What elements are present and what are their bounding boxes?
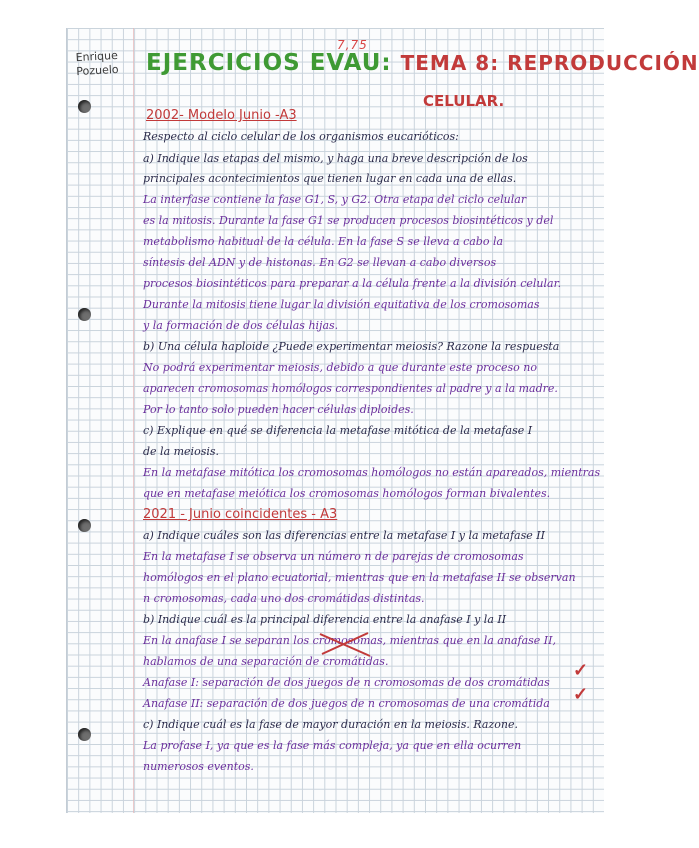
- question-text: principales acontecimientos que tienen lugar en cada una de ellas.: [143, 172, 517, 185]
- answer-text: Durante la mitosis tiene lugar la división equitativa de los cromosomas: [143, 298, 540, 311]
- answer-text: metabolismo habitual de la célula. En la fase S se lleva a cabo la: [143, 235, 504, 248]
- answer-text: aparecen cromosomas homólogos correspondientes al padre y a la madre.: [143, 382, 558, 395]
- answer-text: Anafase II: separación de dos juegos de n cromosomas de una cromátida: [143, 697, 550, 710]
- answer-text: hablamos de una separación de cromátidas.: [143, 655, 389, 668]
- strikethrough-mark: [318, 630, 373, 658]
- answer-text: Por lo tanto solo pueden hacer células diploides.: [143, 403, 414, 416]
- answer-text: numerosos eventos.: [143, 760, 254, 773]
- grade-mark: 7,75: [337, 38, 368, 52]
- answer-text: es la mitosis. Durante la fase G1 se producen procesos biosintéticos y del: [143, 214, 554, 227]
- answer-text: No podrá experimentar meiosis, debido a que durante este proceso no: [143, 361, 538, 374]
- punch-hole: [78, 100, 91, 113]
- answer-text: n cromosomas, cada uno dos cromátidas distintas.: [143, 592, 425, 605]
- question-text: c) Explique en qué se diferencia la metafase mitótica de la metafase I: [143, 424, 533, 437]
- answer-text: y la formación de dos células hijas.: [143, 319, 339, 332]
- title-topic-line2: CELULAR.: [423, 92, 505, 110]
- question-text: b) Indique cuál es la principal diferencia entre la anafase I y la II: [143, 613, 507, 626]
- author-last-name: Pozuelo: [76, 62, 119, 79]
- answer-text: procesos biosintéticos para preparar a la célula frente a la división celular.: [143, 277, 562, 290]
- title-main: EJERCICIOS EVAU:: [146, 50, 392, 76]
- answer-text: Anafase I: separación de dos juegos de n cromosomas de dos cromátidas: [143, 676, 550, 689]
- question-text: Respecto al ciclo celular de los organismos eucarióticos:: [143, 130, 459, 143]
- answer-text: que en metafase meiótica los cromosomas homólogos forman bivalentes.: [143, 487, 551, 500]
- punch-hole: [78, 728, 91, 741]
- answer-text: La profase I, ya que es la fase más compleja, ya que en ella ocurren: [143, 739, 522, 752]
- margin-line: [133, 28, 134, 813]
- check-mark-icon: ✓: [573, 660, 589, 681]
- answer-text: En la metafase I se observa un número n de parejas de cromosomas: [143, 550, 524, 563]
- answer-text: La interfase contiene la fase G1, S, y G2. Otra etapa del ciclo celular: [143, 193, 527, 206]
- answer-text: síntesis del ADN y de histonas. En G2 se llevan a cabo diversos: [143, 256, 497, 269]
- author-name: [75, 49, 119, 79]
- question-text: b) Una célula haploide ¿Puede experimentar meiosis? Razone la respuesta: [143, 340, 560, 353]
- punch-hole: [78, 519, 91, 532]
- question-text: de la meiosis.: [143, 445, 220, 458]
- question-text: a) Indique las etapas del mismo, y haga una breve descripción de los: [143, 152, 528, 165]
- answer-text: En la metafase mitótica los cromosomas homólogos no están apareados, mientras: [143, 466, 601, 479]
- question-text: c) Indique cuál es la fase de mayor duración en la meiosis. Razone.: [143, 718, 518, 731]
- section-heading: 2002- Modelo Junio -A3: [146, 108, 297, 123]
- notebook-page: [66, 28, 604, 813]
- page-title: [146, 38, 699, 76]
- question-text: a) Indique cuáles son las diferencias entre la metafase I y la metafase II: [143, 529, 545, 542]
- author-first-name: Enrique: [75, 48, 119, 65]
- title-topic: TEMA 8: REPRODUCCIÓN: [400, 51, 699, 75]
- answer-text: En la anafase I se separan los cromosomas, mientras que en la anafase II,: [143, 634, 556, 647]
- check-mark-icon: ✓: [573, 684, 589, 705]
- punch-hole: [78, 308, 91, 321]
- answer-text: homólogos en el plano ecuatorial, mientras que en la metafase II se observan: [143, 571, 576, 584]
- section-heading: 2021 - Junio coincidentes - A3: [143, 507, 338, 522]
